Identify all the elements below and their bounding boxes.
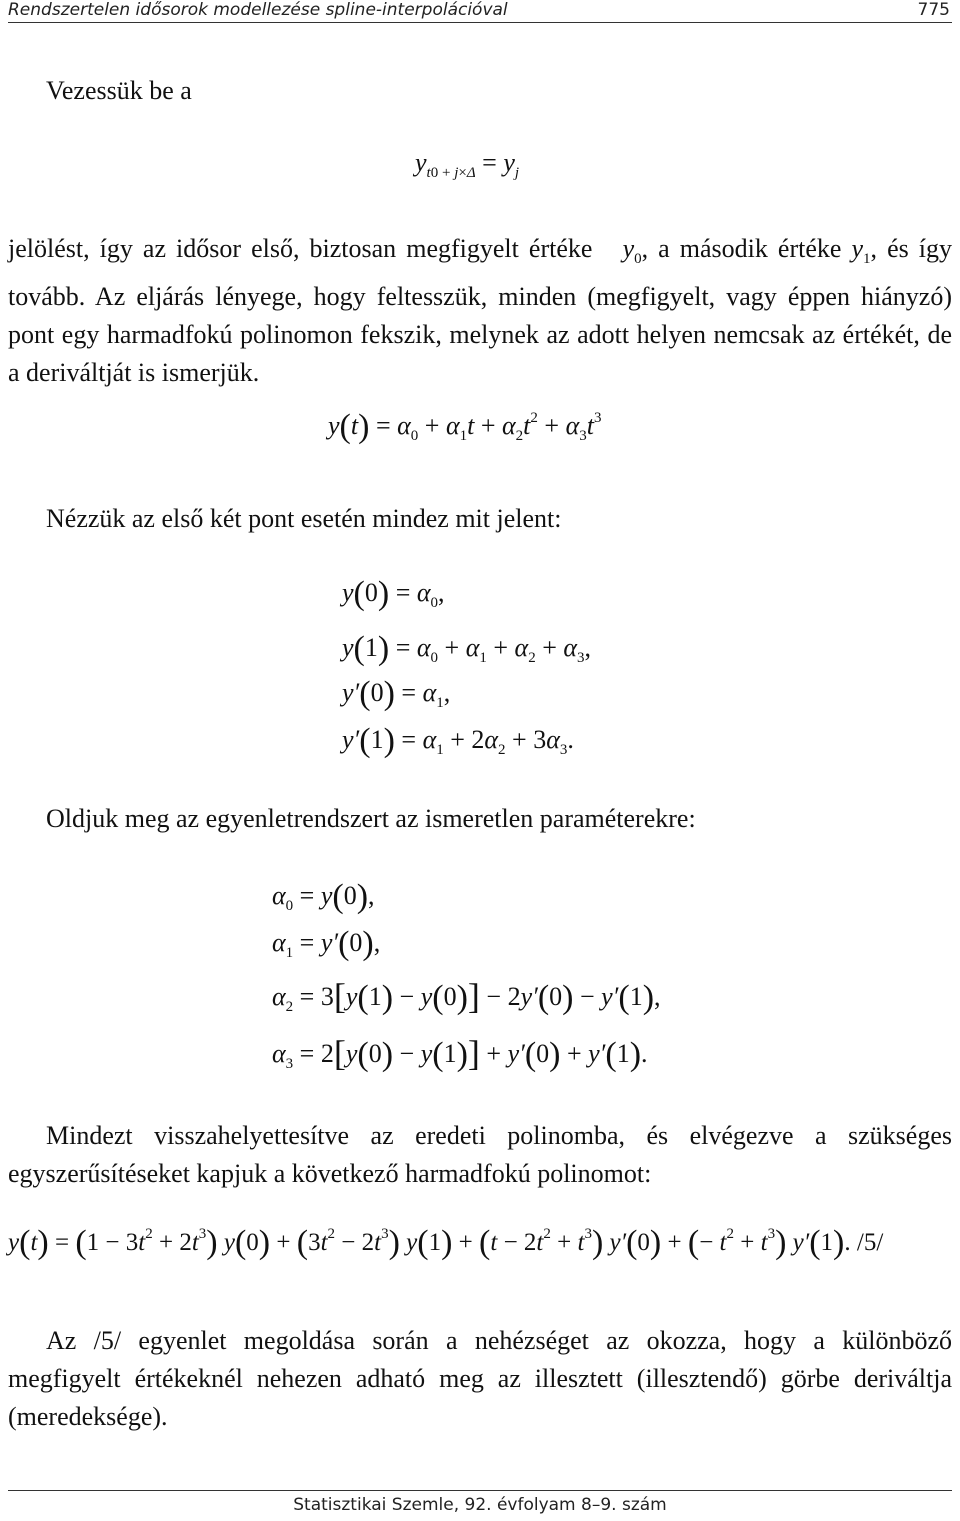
equation-definition: $y_{t0 + j\times\Delta} = y_j$ [415,148,520,181]
page-number: 775 [917,0,950,20]
equation-alpha2: $\alpha_2 = 3[y(1) - y(0)] - 2y'(0) - y'(1)$, [272,976,661,1016]
equation-y1: $y(1) = \alpha_0 + \alpha_1 + \alpha_2 + \alpha_3$, [342,630,592,667]
paragraph-substitution: Mindezt visszahelyettesítve az eredeti polinomba, és elvégezve a szükséges egyszerűsítéseket kapjuk a következő harmadfokú polinomot: [8,1121,952,1188]
header-title: Rendszertelen idősorok modellezése spline-interpolációval [8,0,508,20]
equation-5: $y(t) = (1 - 3t^2 + 2t^3)$ $y(0) + (3t^2 - 2t^3) y(1) + (t - 2t^2 + t^3) y'(0)$ + (− $t^2 + t^3$) y′(1). /5/ [8,1224,884,1261]
equation-dy1: $y'(1) = \alpha_1 + 2\alpha_2 + 3\alpha_3$. [342,722,574,759]
paragraph-notation-text-b: , a második értéke [641,234,842,263]
paragraph-notation-text-a: jelölést, így az idősor első, biztosan megfigyelt értéke [8,234,593,263]
paragraph-first-two-points: Nézzük az első két pont esetén mindez mit jelent: [46,504,562,533]
equation-alpha3: $\alpha_3 = 2[y(0) - y(1)] + y'(0) + y'(1)$. [272,1033,648,1073]
symbol-y1: $y_1$ [851,234,871,267]
symbol-y0: $y_0$ [602,234,642,267]
equation-alpha0: $\alpha_0 = y(0)$, [272,878,375,915]
equation-y0: $y(0) = \alpha_0$, [342,575,445,612]
equation-polynomial: $y(t) = \alpha_0 + \alpha_1t + \alpha_2t^2 + \alpha_3t^3$ [328,408,602,445]
paragraph-intro: Vezessük be a [46,76,192,105]
paragraph-conclusion: Az /5/ egyenlet megoldása során a nehézséget az okozza, hogy a különböző megfigyelt értékeknél nehezen adható meg az illesztett (illesztendő) görbe deriváltja (meredeksége). [8,1326,952,1431]
equation-dy0: $y'(0) = \alpha_1$, [342,675,451,712]
running-footer: Statisztikai Szemle, 92. évfolyam 8–9. szám [293,1495,667,1515]
paragraph-solve: Oldjuk meg az egyenletrendszert az ismeretlen paraméterekre: [46,804,696,833]
equation-alpha1: $\alpha_1 = y'(0)$, [272,925,381,962]
footer-rule [8,1490,952,1491]
paragraph-notation-text-c: , és így tovább. Az eljárás lényege, hogy feltesszük, minden (megfigyelt, vagy éppen hiányzó) pont egy harmadfokú polinomon fekszik, melynek az adott helyen nemcsak az értékét, de a deriváltját is ismerjük. [8,234,953,387]
running-header [8,0,952,24]
header-rule [8,22,952,23]
paragraph-notation [8,230,952,392]
equation-5-label: /5/ [856,1229,884,1256]
